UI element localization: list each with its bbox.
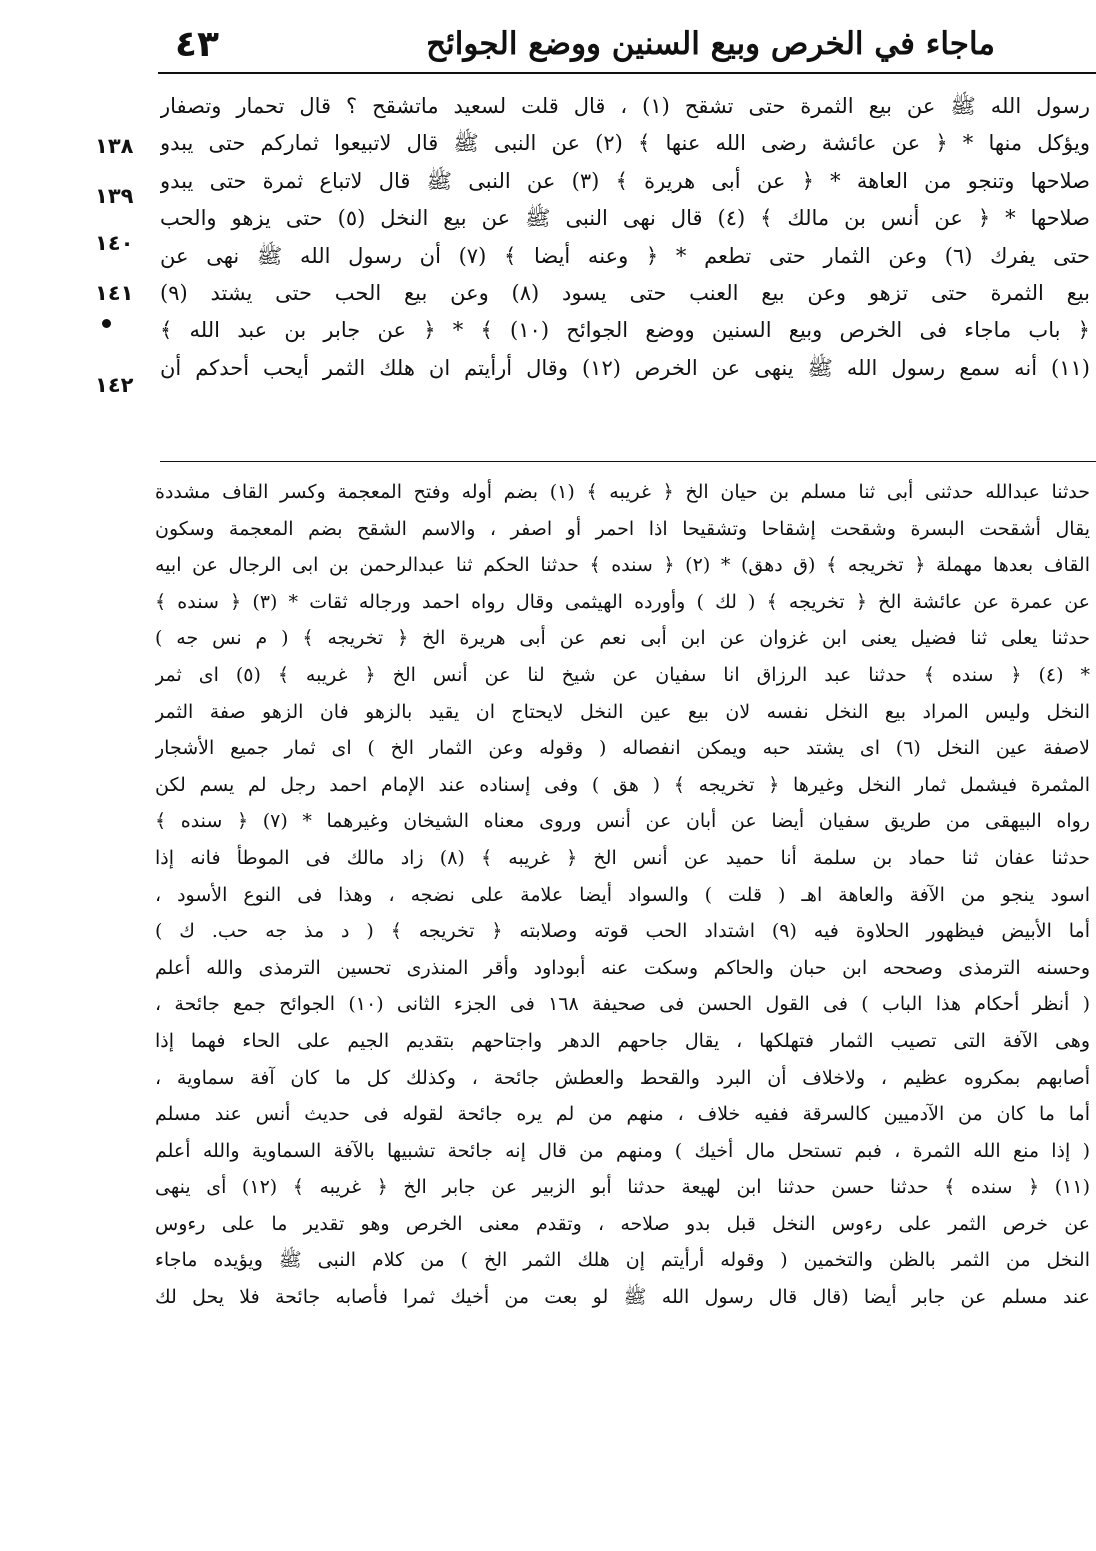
hadith-number: ١٤٠ <box>95 231 134 255</box>
hadith-number: ١٣٩ <box>95 184 134 208</box>
footnote-line: المثمرة فيشمل ثمار النخل وغيرها ﴿ تخريجه ﴾ ( هق ) وفى إسناده عند الإمام احمد رجل لم يسم لكن <box>155 773 1090 796</box>
footnote-line: أصابهم بمكروه عظيم ، ولاخلاف أن البرد والقحط والعطش جائحة ، وكذلك كل ما كان آفة سماوية ، <box>155 1066 1090 1089</box>
hadith-number: ١٤١ <box>95 281 134 305</box>
footnote-line: القاف بعدها مهملة ﴿ تخريجه ﴾ (ق دهق) * (٢) ﴿ سنده ﴾ حدثنا الحكم ثنا عبدالرحمن بن ابى الرجال عن ابيه <box>155 554 1090 577</box>
footnote-line: وحسنه الترمذى وصححه ابن حبان والحاكم وسكت عنه أبوداود وأقر المنذرى تحسين الترمذى والله أعلم <box>155 956 1090 979</box>
footnotes-rule <box>160 461 1096 462</box>
chapter-heading-line: ﴿ باب ماجاء فى الخرص وبيع السنين ووضع الجوائح (١٠) ﴾ * ﴿ عن جابر بن عبد الله ﴾ <box>160 318 1090 343</box>
hadith-line: صلاحها وتنجو من العاهة * ﴿ عن أبى هريرة ﴾ (٣) عن النبى ﷺ قال لاتباع ثمرة حتى يبدو <box>160 168 1090 193</box>
footnote-line: حدثنا يعلى ثنا فضيل يعنى ابن غزوان عن ابن أبى نعم عن أبى هريرة الخ ﴿ تخريجه ﴾ ( م نس جه ) <box>155 627 1090 650</box>
footnote-line: ( إذا منع الله الثمرة ، فبم تستحل مال أخيك ) ومنهم من قال إنه جائحة تشبيها بالآفة السماوية والله أعلم <box>155 1139 1090 1162</box>
footnote-line: * (٤) ﴿ سنده ﴾ حدثنا عبد الرزاق انا سفيان عن شيخ لنا عن أنس الخ ﴿ غريبه ﴾ (٥) اى ثمر <box>155 663 1090 686</box>
footnote-line: لاصفة عين النخل (٦) اى يشتد حبه ويمكن انفصاله ( وقوله وعن الثمار الخ ) اى ثمار جميع الأشجار <box>155 737 1090 760</box>
hadith-text <box>160 88 1090 387</box>
footnote-line: النخل وليس المراد بيع النخل نفسه لان بيع عين النخل لايحتاج ان يقيد بالزهو فان الزهو صفة الثمر <box>155 700 1090 723</box>
header-rule <box>158 72 1096 74</box>
footnotes <box>155 474 1090 1316</box>
hadith-line: ويؤكل منها * ﴿ عن عائشة رضى الله عنها ﴾ (٢) عن النبى ﷺ قال لاتبيعوا ثماركم حتى يبدو <box>160 131 1090 156</box>
footnote-line: أما ما كان من الآدميين كالسرقة ففيه خلاف ، منهم من لم يره جائحة لقوله فى حديث أنس عند مسلم <box>155 1103 1090 1126</box>
hadith-line: (١١) أنه سمع رسول الله ﷺ ينهى عن الخرص (١٢) وقال أرأيتم ان هلك الثمر أيحب أحدكم أن <box>160 355 1090 380</box>
footnote-line: عند مسلم عن جابر أيضا (قال قال رسول الله ﷺ لو بعت من أخيك ثمرا فأصابه جائحة فلا يحل لك <box>155 1286 1090 1309</box>
footnote-line: حدثنا عبدالله حدثنى أبى ثنا مسلم بن حيان الخ ﴿ غريبه ﴾ (١) بضم أوله وفتح المعجمة وكسر القاف مشددة <box>155 481 1090 503</box>
footnote-line: (١١) ﴿ سنده ﴾ حدثنا حسن حدثنا ابن لهيعة حدثنا أبو الزبير عن جابر الخ ﴿ غريبه ﴾ (١٢) أى ينهى <box>155 1176 1090 1199</box>
page-header <box>155 20 1035 72</box>
hadith-line: صلاحها * ﴿ عن أنس بن مالك ﴾ (٤) قال نهى النبى ﷺ عن بيع النخل (٥) حتى يزهو والحب <box>160 206 1090 231</box>
hadith-line: حتى يفرك (٦) وعن الثمار حتى تطعم * ﴿ وعنه أيضا ﴾ (٧) أن رسول الله ﷺ نهى عن <box>160 243 1090 268</box>
footnote-line: وهى الآفة التى تصيب الثمار فتهلكها ، يقال جاحهم الدهر واجتاحهم بتقديم الجيم على الحاء فهما إذا <box>155 1029 1090 1052</box>
running-title: ماجاء في الخرص وبيع السنين ووضع الجوائح <box>426 26 995 62</box>
hadith-number: ١٤٢ <box>95 373 134 397</box>
margin-dot <box>102 319 111 328</box>
footnote-line: النخل من الثمر بالظن والتخمين ( وقوله أرأيتم إن هلك الثمر الخ ) من كلام النبى ﷺ ويؤيده ماجاء <box>155 1249 1090 1272</box>
footnote-line: يقال أشقحت البسرة وشقحت إشقاحا وتشقيحا اذا احمر أو اصفر ، والاسم الشقح بضم المعجمة وسكون <box>155 517 1090 540</box>
hadith-number: ١٣٨ <box>95 134 134 158</box>
footnote-line: ( أنظر أحكام هذا الباب ) فى القول الحسن فى صحيفة ١٦٨ فى الجزء الثانى (١٠) الجوائح جمع جائحة ، <box>155 993 1090 1016</box>
footnote-line: رواه البيهقى من طريق سفيان أيضا عن أبان عن أنس وروى معناه الشيخان وغيرهما * (٧) ﴿ سنده ﴾ <box>155 810 1090 833</box>
hadith-line: رسول الله ﷺ عن بيع الثمرة حتى تشقح (١) ، قال قلت لسعيد ماتشقح ؟ قال تحمار وتصفار <box>160 94 1090 118</box>
footnote-line: حدثنا عفان ثنا حماد بن سلمة أنا حميد عن أنس الخ ﴿ غريبه ﴾ (٨) زاد مالك فى الموطأ فانه إذا <box>155 846 1090 869</box>
page-number: ٤٣ <box>175 24 219 65</box>
footnote-line: عن خرص الثمر على رءوس النخل قبل بدو صلاحه ، وتقدم معنى الخرص وهو تقدير ما على رءوس <box>155 1212 1090 1235</box>
hadith-line: بيع الثمرة حتى تزهو وعن بيع العنب حتى يسود (٨) وعن بيع الحب حتى يشتد (٩) <box>160 280 1090 305</box>
footnote-line: عن عمرة عن عائشة الخ ﴿ تخريجه ﴾ ( لك ) وأورده الهيثمى وقال رواه احمد ورجاله ثقات * (٣) ﴿ سنده ﴾ <box>155 590 1090 613</box>
footnote-line: اسود ينجو من الآفة والعاهة اهـ ( قلت ) والسواد أيضا علامة على نضجه ، وهذا فى النوع الأسود ، <box>155 883 1090 906</box>
footnote-line: أما الأبيض فيظهور الحلاوة فيه (٩) اشتداد الحب قوته وصلابته ﴿ تخريجه ﴾ ( د مذ جه حب. ك ) <box>155 920 1090 943</box>
